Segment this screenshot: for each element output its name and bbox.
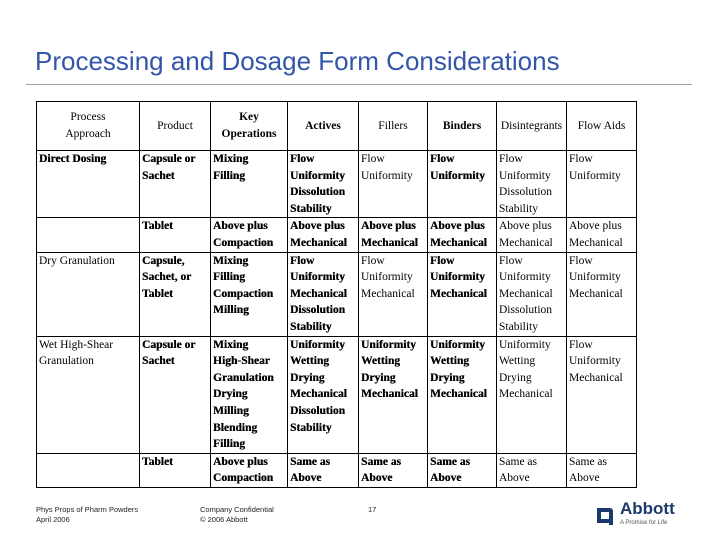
cell-line: Stability bbox=[290, 320, 332, 333]
cell-line: Uniformity bbox=[499, 338, 551, 351]
cell-line: Granulation bbox=[213, 371, 274, 384]
cell-binders bbox=[428, 252, 497, 336]
cell-line: Tablet bbox=[142, 220, 173, 233]
cell-binders bbox=[428, 453, 497, 487]
considerations-table bbox=[36, 101, 637, 488]
cell-product bbox=[140, 453, 211, 487]
header-disintegrants: Disintegrants bbox=[497, 102, 567, 151]
cell-line: Above bbox=[499, 472, 530, 485]
cell-line: Wet High-Shear bbox=[39, 338, 114, 351]
cell-line: Flow bbox=[361, 153, 385, 165]
cell-line: Wetting bbox=[290, 355, 329, 368]
cell-line: Same as bbox=[499, 455, 538, 468]
cell-line: Mechanical bbox=[361, 236, 418, 249]
cell-flow-aids bbox=[567, 218, 637, 252]
cell-disintegrants bbox=[497, 453, 567, 487]
cell-line: Drying bbox=[499, 371, 532, 384]
cell-line: Above plus bbox=[290, 220, 345, 233]
cell-line: Stability bbox=[290, 202, 332, 215]
cell-line: Above plus bbox=[213, 455, 268, 468]
cell-fillers bbox=[359, 453, 428, 487]
cell-line: Milling bbox=[213, 304, 249, 317]
footer-left bbox=[36, 505, 138, 525]
cell-line: Filling bbox=[213, 169, 245, 182]
header-binders: Binders bbox=[428, 102, 497, 151]
cell-line: Tablet bbox=[142, 287, 173, 300]
cell-line: Same as bbox=[361, 455, 401, 468]
header-row bbox=[37, 102, 637, 151]
cell-line: Uniformity bbox=[290, 271, 345, 284]
row-dry-granulation bbox=[37, 252, 637, 336]
cell-line: Mechanical bbox=[361, 287, 415, 300]
cell-line: Drying bbox=[213, 388, 248, 401]
cell-line: Mechanical bbox=[361, 388, 418, 401]
cell-line: Mechanical bbox=[569, 236, 623, 249]
cell-line: Filling bbox=[213, 438, 245, 451]
header-process-approach: Process Approach bbox=[37, 102, 140, 151]
cell-line: Uniformity bbox=[430, 271, 485, 284]
cell-line: Above bbox=[569, 472, 600, 485]
cell-disintegrants bbox=[497, 218, 567, 252]
header-actives: Actives bbox=[288, 102, 359, 151]
cell-disintegrants bbox=[497, 336, 567, 453]
cell-line: Milling bbox=[213, 404, 249, 417]
cell-line: High-Shear bbox=[213, 355, 270, 368]
cell-key-operations bbox=[211, 218, 288, 252]
cell-line: Stability bbox=[290, 421, 332, 434]
cell-line: Uniformity bbox=[290, 169, 345, 182]
cell-line: Drying bbox=[361, 371, 396, 384]
cell-line: Flow bbox=[361, 254, 385, 267]
cell-line: Filling bbox=[213, 271, 245, 284]
cell-line: Flow bbox=[569, 153, 593, 165]
cell-line: Blending bbox=[213, 421, 258, 434]
cell-fillers bbox=[359, 252, 428, 336]
footer-center bbox=[200, 505, 274, 525]
cell-line: Compaction bbox=[213, 236, 274, 249]
cell-line: Dissolution bbox=[290, 404, 345, 417]
cell-process-approach bbox=[37, 453, 140, 487]
cell-line: Uniformity bbox=[430, 169, 485, 182]
footer-confidential: Company Confidential bbox=[200, 505, 274, 514]
cell-actives bbox=[288, 453, 359, 487]
cell-process-approach bbox=[37, 151, 140, 218]
cell-line: Mixing bbox=[213, 153, 249, 165]
cell-line: Above plus bbox=[569, 220, 622, 233]
cell-line: Capsule, bbox=[142, 254, 185, 267]
cell-line: Uniformity bbox=[430, 338, 485, 351]
cell-line: Uniformity bbox=[499, 169, 551, 182]
cell-actives bbox=[288, 151, 359, 218]
cell-binders bbox=[428, 218, 497, 252]
row-wet-high-shear bbox=[37, 336, 637, 453]
cell-disintegrants bbox=[497, 252, 567, 336]
cell-line: Capsule or bbox=[142, 338, 196, 351]
cell-line: Flow bbox=[290, 254, 315, 267]
footer-copyright: © 2006 Abbott bbox=[200, 515, 248, 524]
cell-line: Uniformity bbox=[499, 271, 551, 284]
cell-line: Wetting bbox=[361, 355, 400, 368]
slide-title: Processing and Dosage Form Considerations bbox=[35, 46, 560, 76]
cell-key-operations bbox=[211, 336, 288, 453]
cell-line: Above plus bbox=[361, 220, 416, 233]
cell-line: Above bbox=[361, 472, 393, 485]
cell-binders bbox=[428, 151, 497, 218]
cell-line: Above bbox=[290, 472, 322, 485]
cell-flow-aids bbox=[567, 336, 637, 453]
cell-line: Flow bbox=[569, 254, 593, 267]
cell-line: Mechanical bbox=[430, 388, 487, 401]
cell-product bbox=[140, 151, 211, 218]
cell-actives bbox=[288, 252, 359, 336]
cell-line: Mechanical bbox=[290, 287, 347, 300]
cell-key-operations bbox=[211, 453, 288, 487]
cell-line: Above plus bbox=[430, 220, 485, 233]
cell-line: Stability bbox=[499, 320, 538, 333]
header-flow-aids: Flow Aids bbox=[567, 102, 637, 151]
cell-line: Mechanical bbox=[290, 236, 347, 249]
cell-actives bbox=[288, 336, 359, 453]
cell-line: Same as bbox=[430, 455, 470, 468]
cell-line: Above bbox=[430, 472, 462, 485]
cell-line: Direct Dosing bbox=[39, 153, 107, 165]
cell-key-operations bbox=[211, 252, 288, 336]
cell-line: Above plus bbox=[213, 220, 268, 233]
cell-product bbox=[140, 336, 211, 453]
cell-line: Dissolution bbox=[499, 304, 553, 317]
cell-fillers bbox=[359, 151, 428, 218]
cell-line: Mechanical bbox=[569, 371, 623, 384]
cell-line: Stability bbox=[499, 202, 538, 215]
cell-flow-aids bbox=[567, 453, 637, 487]
cell-line: Mechanical bbox=[499, 388, 553, 401]
row-direct-dosing-tablet bbox=[37, 218, 637, 252]
page-number: 17 bbox=[368, 505, 377, 514]
cell-line: Compaction bbox=[213, 287, 274, 300]
header-key-operations: Key Operations bbox=[211, 102, 288, 151]
cell-key-operations bbox=[211, 151, 288, 218]
cell-line: Mechanical bbox=[290, 388, 347, 401]
cell-flow-aids bbox=[567, 252, 637, 336]
cell-fillers bbox=[359, 336, 428, 453]
cell-line: Dissolution bbox=[290, 186, 345, 199]
cell-line: Mechanical bbox=[569, 287, 623, 300]
cell-process-approach bbox=[37, 252, 140, 336]
cell-line: Mechanical bbox=[430, 287, 487, 300]
cell-line: Granulation bbox=[39, 355, 94, 368]
abbott-logo bbox=[596, 498, 688, 532]
cell-process-approach bbox=[37, 336, 140, 453]
row-direct-dosing bbox=[37, 151, 637, 218]
cell-line: Uniformity bbox=[361, 169, 413, 182]
cell-line: Flow bbox=[430, 254, 455, 267]
cell-line: Wetting bbox=[430, 355, 469, 368]
table-body bbox=[37, 151, 637, 488]
cell-line: Tablet bbox=[142, 455, 173, 468]
cell-line: Wetting bbox=[499, 355, 536, 368]
cell-flow-aids bbox=[567, 151, 637, 218]
cell-line: Uniformity bbox=[361, 338, 416, 351]
cell-line: Mixing bbox=[213, 254, 249, 267]
cell-line: Flow bbox=[430, 153, 455, 165]
cell-line: Flow bbox=[499, 153, 523, 165]
cell-line: Sachet, or bbox=[142, 271, 192, 284]
cell-line: Flow bbox=[569, 338, 593, 351]
cell-line: Drying bbox=[290, 371, 325, 384]
cell-product bbox=[140, 252, 211, 336]
cell-line: Mixing bbox=[213, 338, 249, 351]
row-wet-high-shear-tablet bbox=[37, 453, 637, 487]
cell-line: Above plus bbox=[499, 220, 552, 233]
cell-process-approach bbox=[37, 218, 140, 252]
cell-line: Same as bbox=[569, 455, 608, 468]
cell-line: Uniformity bbox=[569, 355, 621, 368]
cell-line: Mechanical bbox=[499, 287, 553, 300]
cell-actives bbox=[288, 218, 359, 252]
abbott-logo-icon bbox=[596, 506, 614, 526]
cell-line: Dissolution bbox=[499, 186, 553, 199]
cell-line: Sachet bbox=[142, 355, 175, 368]
abbott-wordmark: Abbott bbox=[620, 499, 675, 518]
cell-line: Uniformity bbox=[569, 271, 621, 284]
footer-date: April 2006 bbox=[36, 515, 70, 524]
cell-line: Dry Granulation bbox=[39, 254, 115, 267]
cell-binders bbox=[428, 336, 497, 453]
cell-line: Flow bbox=[499, 254, 523, 267]
cell-line: Capsule or bbox=[142, 153, 196, 165]
abbott-tagline: A Promise for Life bbox=[620, 520, 668, 526]
cell-line: Drying bbox=[430, 371, 465, 384]
cell-product bbox=[140, 218, 211, 252]
cell-line: Same as bbox=[290, 455, 330, 468]
header-fillers: Fillers bbox=[359, 102, 428, 151]
cell-fillers bbox=[359, 218, 428, 252]
cell-line: Compaction bbox=[213, 472, 274, 485]
title-rule bbox=[26, 84, 692, 85]
cell-disintegrants bbox=[497, 151, 567, 218]
cell-line: Uniformity bbox=[290, 338, 345, 351]
cell-line: Dissolution bbox=[290, 304, 345, 317]
cell-line: Flow bbox=[290, 153, 315, 165]
footer-deck-title: Phys Props of Pharm Powders bbox=[36, 505, 139, 514]
cell-line: Uniformity bbox=[361, 271, 413, 284]
cell-line: Mechanical bbox=[499, 236, 553, 249]
cell-line: Mechanical bbox=[430, 236, 487, 249]
cell-line: Sachet bbox=[142, 169, 175, 182]
header-product: Product bbox=[140, 102, 211, 151]
cell-line: Uniformity bbox=[569, 169, 621, 182]
